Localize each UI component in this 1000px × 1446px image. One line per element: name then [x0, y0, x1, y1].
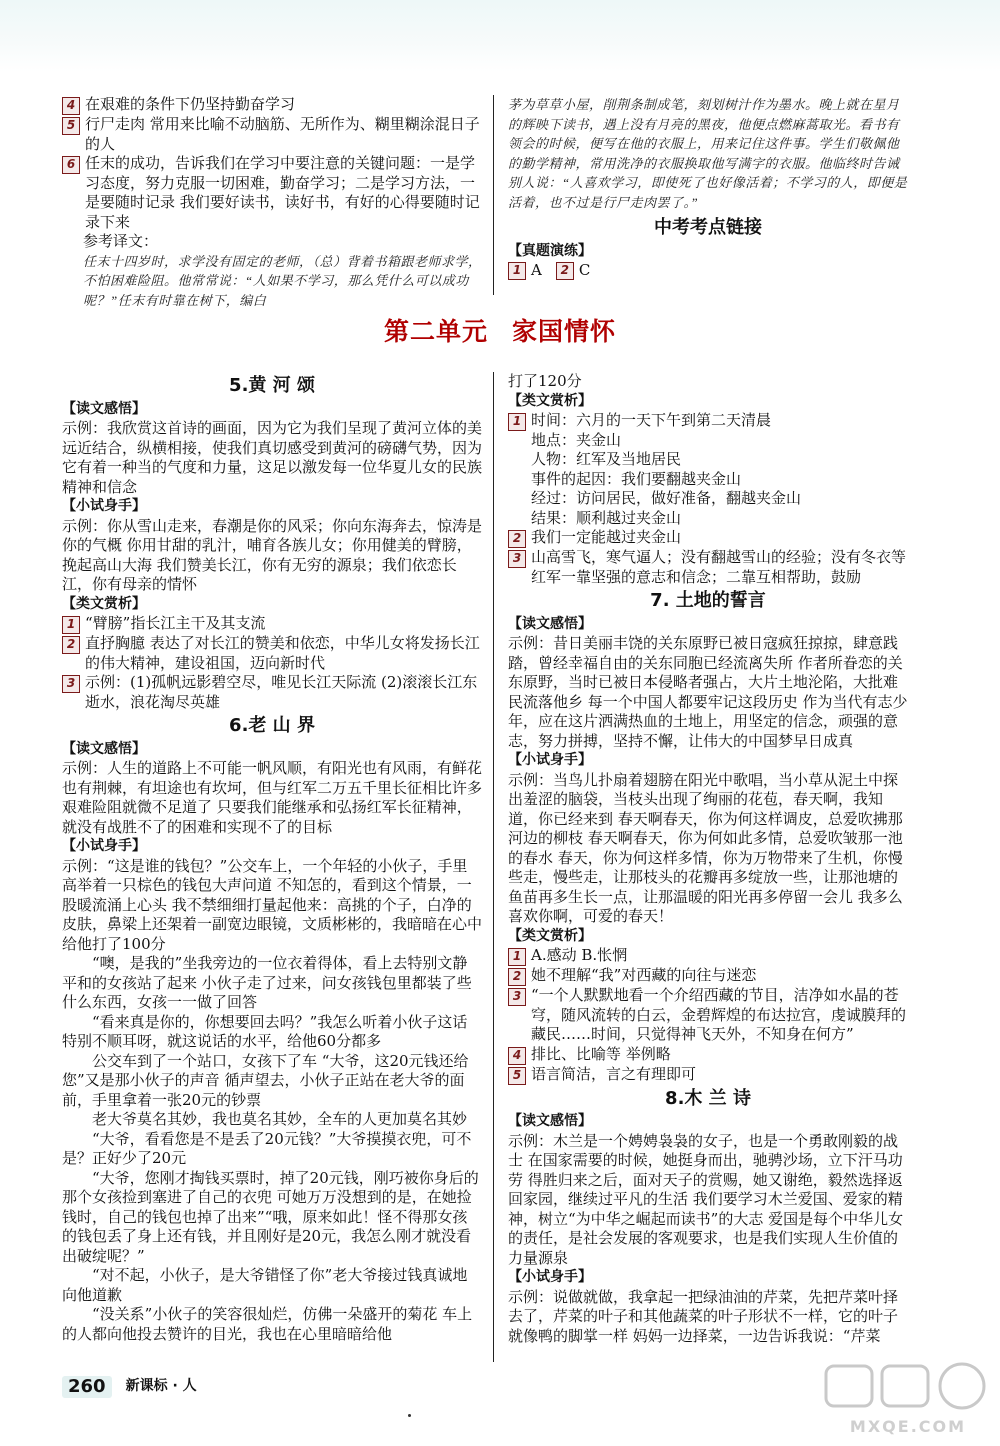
exam-link-heading: 中考考点链接 [654, 217, 762, 238]
paragraph: 示例：昔日美丽丰饶的关东原野已被日寇疯狂掠掠，肆意践踏，曾经幸福自由的关东同胞已经流离失所 作者所眷恋的关东原野，当时已被日本侵略者强占，大片土地沦陷，大批难民流落他乡 每一个中国人都要牢记这段历史 作为当代有志少年，应在这片洒满热血的土地上，用坚定的信念，顽强的意志，努力拼搏，坚持不懈，让伟大的中国梦早日成真 [508, 634, 908, 750]
answer-item: 6 任末的成功，告诉我们在学习中要注意的关键问题：一是学习态度，努力克服一切困难，勤奋学习；二是学习方法，一是要随时记录 我们要好读书，读好书，有好的心得要随时记录下来 [62, 154, 482, 232]
answer-item: 2 我们一定能越过夹金山 [508, 528, 908, 548]
section-label: 【读文感悟】 [508, 1113, 592, 1129]
item-number: 4 [62, 97, 80, 115]
paragraph: “看来真是你的，你想要回去吗？”我怎么听着小伙子这话特别不顺耳呀，就这说话的水平，给他60分都多 [62, 1012, 468, 1050]
page-number: 260 [62, 1376, 112, 1398]
answer-item: 2 直抒胸臆 表达了对长江的赞美和依恋，中华儿女将发扬长江的伟大精神，建设祖国，迈向新时代 [62, 634, 482, 673]
lesson-title: 8.木 兰 诗 [665, 1087, 751, 1109]
section-label: 【类文赏析】 [508, 392, 592, 409]
lesson-title: 5.黄 河 颂 [229, 375, 315, 396]
item-number: 5 [508, 1067, 526, 1085]
lower-left-column [62, 372, 482, 1344]
answer-item: 3 山高雪飞，寒气逼人；没有翻越雪山的经验；没有冬衣等 红军一靠坚强的意志和信念；二靠互相帮助，鼓励 [508, 548, 908, 587]
reference-translation-label: 参考译文： [83, 232, 159, 250]
item-number: 1 [508, 948, 526, 966]
reference-translation-text: 任末十四岁时，求学没有固定的老师，（总）背着书箱跟老师求学，不怕困难险阻。他常常说：“人如果不学习，那么凭什么可以成功呢？”任末有时靠在树下，编白 [83, 253, 482, 308]
lower-right-column [508, 372, 908, 1346]
answer-item: 5 行尸走肉 常用来比喻不动脑筋、无所作为、糊里糊涂混日子的人 [62, 115, 482, 154]
column-divider [493, 95, 494, 295]
item-number: 5 [62, 117, 80, 135]
paragraph: 示例：你从雪山走来，春潮是你的风采；你向东海奔去，惊涛是你的气概 你用甘甜的乳汁，哺育各族儿女；你用健美的臂膀，挽起高山大海 我们赞美长江，你有无穷的源泉；我们依恋长江，你有母亲的情怀 [62, 516, 483, 593]
section-label: 【读文感悟】 [508, 615, 592, 632]
paragraph: 老大爷莫名其妙，我也莫名其妙，全车的人更加莫名其妙 [92, 1110, 468, 1128]
item-number: 1 [62, 616, 80, 634]
answer-item: 1 “臂膀”指长江主干及其支流 [62, 614, 482, 634]
item-number: 3 [508, 550, 526, 568]
upper-right-column [508, 95, 908, 281]
paragraph: “大爷，看看您是不是丢了20元钱？”大爷摸摸衣兜，可不是？正好少了20元 [62, 1129, 472, 1167]
item-number: 2 [508, 530, 526, 548]
item-number: 1 [508, 413, 526, 431]
paragraph: 示例：人生的道路上不可能一帆风顺，有阳光也有风雨，有鲜花也有荆棘，有坦途也有坎坷，但与红军二万五千里长征相比许多艰难险阻就微不足道了 只要我们能继承和弘扬红军长征精神，就没有战胜不了的困难和实现不了的目标 [62, 759, 483, 836]
paragraph: 示例：木兰是一个娉娉袅袅的女子，也是一个勇敢刚毅的战士 在国家需要的时候，她挺身而出，驰骋沙场，立下汗马功劳 得胜归来之后，面对天子的赏赐，她又谢绝，毅然选择返回家园，继续过平凡的生活 我们要学习木兰爱国、爱家的精神，树立“为中华之崛起而读书”的大志 爱国是每个中华儿女的责任，是社会发展的客观要求，也是我们实现人生价值的力量源泉 [508, 1131, 904, 1267]
item-number: 2 [62, 636, 80, 654]
answer-item: 1 时间：六月的一天下午到第二天清晨 地点：夹金山 人物：红军及当地居民 事件的起因：我们要翻越夹金山 经过：访问居民，做好准备，翻越夹金山 结果：顺利越过夹金山 [508, 411, 908, 528]
paragraph: 公交车到了一个站口，女孩下了车 “大爷，这20元钱还给您”又是那小伙子的声音 循声望去，小伙子正站在老大爷的面前，手里拿着一张20元的钞票 [62, 1051, 469, 1109]
answer-item: 3 示例：(1)孤帆远影碧空尽，唯见长江天际流 (2)滚滚长江东逝水，浪花淘尽英雄 [62, 673, 482, 712]
section-label: 【读文感悟】 [62, 740, 146, 757]
paragraph: 示例：说做就做，我拿起一把绿油油的芹菜，先把芹菜叶择去了，芹菜的叶子和其他蔬菜的叶子形状不一样，它的叶子就像鸭的脚掌一样 妈妈一边择菜，一边告诉我说：“芹菜 [508, 1287, 899, 1345]
watermark-logo-icon [822, 1360, 994, 1438]
answer-item: 4 在艰难的条件下仍坚持勤奋学习 [62, 95, 482, 115]
unit-title: 第二单元 家国情怀 [383, 317, 617, 346]
answer-item: 3 “一个人默默地看一个介绍西藏的节目，洁净如水晶的苍穹，随风流转的白云，金碧辉煌的布达拉宫，虔诚膜拜的藏民……时间，只觉得神飞天外，不知身在何方” [508, 986, 908, 1045]
paragraph: 打了120分 [508, 372, 582, 390]
section-label: 【读文感悟】 [62, 400, 146, 417]
answer-item: 1 A.感动 B.怅惘 [508, 946, 908, 966]
section-label: 【小试身手】 [62, 838, 146, 854]
translation-continued: 茅为草草小屋，削荆条制成笔，刻划树汁作为墨水。晚上就在星月的辉映下读书，遇上没有月亮的黑夜，他便点燃麻蒿取光。看书有领会的时候，便写在他的衣服上，用来记住这件事。学生们敬佩他的勤学精神，常用洗净的衣服换取他写满字的衣服。他临终时告诫别人说：“人喜欢学习，即使死了也好像活着；不学习的人，即便是活着，也不过是行尸走肉罢了。” [508, 97, 908, 210]
paragraph: “大爷，您刚才掏钱买票时，掉了20元钱，刚巧被你身后的那个女孩捡到塞进了自己的衣兜 可她万万没想到的是，在她捡钱时，自己的钱包也掉了出来”“哦，原来如此！怪不得那女孩的钱包丢了身上还有钱，并且刚好是20元，我怎么刚才就没看出破绽呢？” [62, 1168, 479, 1265]
paragraph: “没关系”小伙子的笑容很灿烂，仿佛一朵盛开的菊花 车上的人都向他投去赞许的目光，我也在心里暗暗给他 [62, 1305, 473, 1343]
column-divider [493, 372, 494, 1362]
section-label: 【类文赏析】 [508, 927, 592, 944]
paragraph: 示例：“这是谁的钱包？”公交车上，一个年轻的小伙子，手里高举着一只棕色的钱包大声问道 不知怎的，看到这个情景，一股暖流涌上心头 我不禁细细打量起他来：高挑的个子，白净的皮肤，鼻梁上还架着一副宽边眼镜，文质彬彬的，我暗暗在心中给他打了100分 [62, 856, 483, 953]
edition-label: 新课标 · 人 [125, 1378, 197, 1394]
center-dot [408, 1414, 411, 1417]
page-footer [62, 1376, 197, 1398]
item-number: 2 [556, 262, 574, 280]
paragraph: 示例：当鸟儿扑扇着翅膀在阳光中歌唱，当小草从泥土中探出羞涩的脑袋，当枝头出现了绚丽的花苞，春天啊，我知道，你已经来到 春天啊春天，你为何这样调皮，总爱吹拂那河边的柳枝 春天啊春天，你为何如此多情，总爱吹皱那一池的春水 春天，你为何这样多情，你为万物带来了生机，你慢些走，慢些走，让那枝头的花瓣再多绽放一些，让那池塘的鱼苗再多生长一点，让那温暖的阳光再多停留一会儿 我多么喜欢你啊，可爱的春天！ [508, 770, 903, 925]
item-number: 2 [508, 968, 526, 986]
practice-label: 【真题演练】 [508, 242, 592, 259]
item-number: 3 [508, 988, 526, 1006]
answer-item: 4 排比、比喻等 举例略 [508, 1045, 908, 1065]
item-number: 6 [62, 156, 80, 174]
paragraph: 示例：我欣赏这首诗的画面，因为它为我们呈现了黄河立体的美远近结合，纵横相接，使我们真切感受到黄河的磅礴气势，因为它有着一种当的气度和力量，这足以激发每一位华夏儿女的民族精神和信念 [62, 419, 483, 496]
item-number: 3 [62, 675, 80, 693]
upper-left-column [62, 95, 482, 310]
section-label: 【小试身手】 [508, 752, 592, 768]
paragraph: “对不起，小伙子，是大爷错怪了你”老大爷接过钱真诚地向他道歉 [62, 1266, 468, 1304]
item-number: 1 [508, 262, 526, 280]
paragraph: “噢，是我的”坐我旁边的一位衣着得体，看上去特别文静平和的女孩站了起来 小伙子走了过来，问女孩钱包里都装了些什么东西，女孩一一做了回答 [62, 954, 472, 1011]
lesson-title: 6.老 山 界 [229, 715, 315, 736]
section-label: 【小试身手】 [62, 498, 146, 514]
top-decorative-band [0, 0, 1000, 72]
answer-item: 5 语言简洁，言之有理即可 [508, 1065, 908, 1085]
section-label: 【小试身手】 [508, 1269, 592, 1285]
section-label: 【类文赏析】 [62, 595, 146, 612]
item-number: 4 [508, 1047, 526, 1065]
answer-item: 2 她不理解“我”对西藏的向往与迷恋 [508, 966, 908, 986]
practice-answers: 1 A 2 C [508, 261, 908, 281]
lesson-title: 7. 土地的誓言 [650, 590, 766, 611]
svg-text:MXQE.COM: MXQE.COM [849, 1417, 967, 1436]
